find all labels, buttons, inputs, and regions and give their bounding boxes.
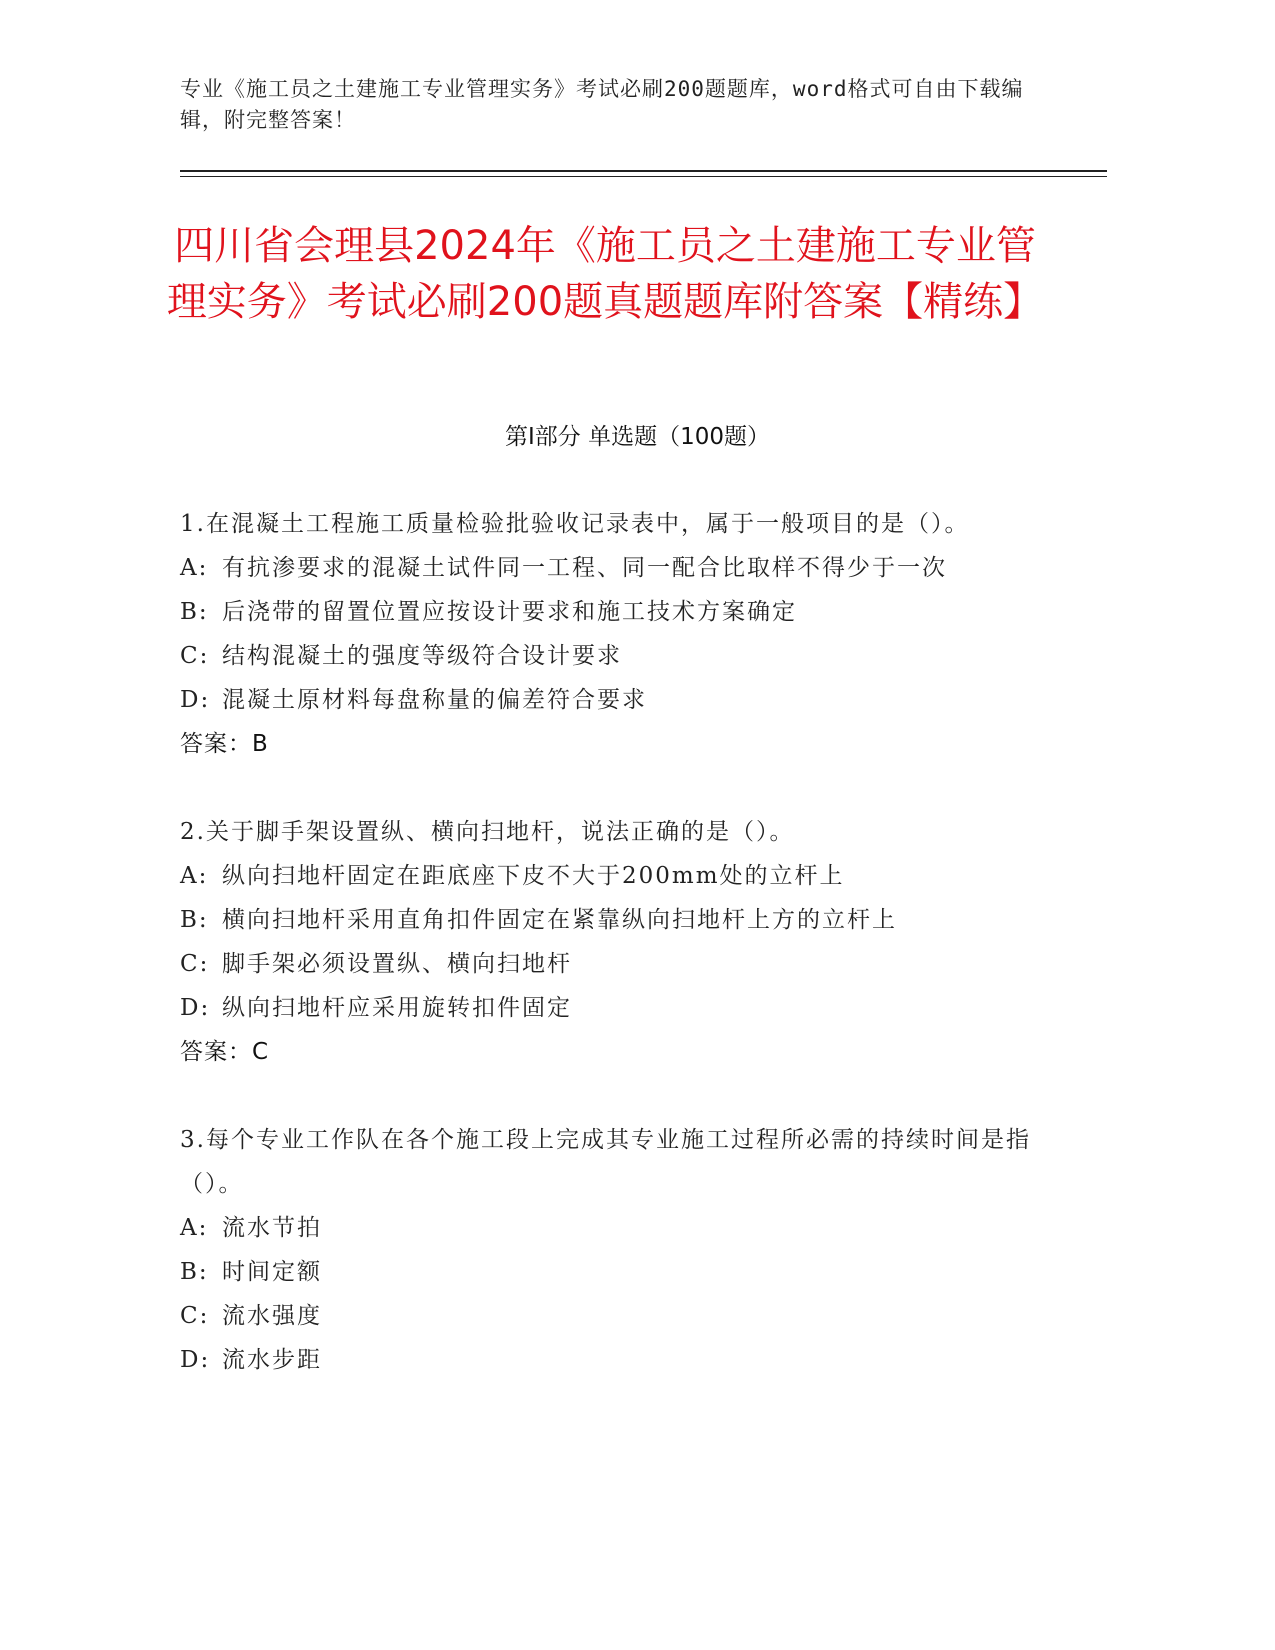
option-letter: A:: [180, 863, 209, 889]
option-letter: B:: [180, 907, 209, 933]
option-letter: C:: [180, 951, 210, 977]
option-text: 脚手架必须设置纵、横向扫地杆: [222, 951, 572, 977]
option-text: 后浇带的留置位置应按设计要求和施工技术方案确定: [222, 599, 797, 625]
option-text: 纵向扫地杆固定在距底座下皮不大于200mm处的立杆上: [222, 863, 845, 889]
question-text: 2.关于脚手架设置纵、横向扫地杆，说法正确的是（）。: [180, 819, 795, 845]
option-text: 流水节拍: [222, 1215, 322, 1241]
option-d: [180, 1338, 1040, 1382]
option-letter: B:: [180, 599, 209, 625]
option-c: [180, 634, 1040, 678]
option-letter: C:: [180, 1303, 210, 1329]
option-letter: C:: [180, 643, 210, 669]
question-2: [180, 810, 1040, 1074]
option-b: [180, 1250, 1040, 1294]
option-letter: D:: [180, 1347, 211, 1373]
option-b: [180, 898, 1040, 942]
option-text: 流水步距: [222, 1347, 322, 1373]
question-3: [180, 1118, 1040, 1382]
header-rule-thick: [180, 170, 1107, 172]
question-text: 1.在混凝土工程施工质量检验批验收记录表中，属于一般项目的是（）。: [180, 511, 970, 537]
header-rule-thin: [180, 176, 1107, 177]
option-letter: A:: [180, 1215, 209, 1241]
answer-line: 答案：B: [180, 731, 269, 757]
option-a: [180, 854, 1040, 898]
option-text: 混凝土原材料每盘称量的偏差符合要求: [222, 687, 647, 713]
question-text: 3.每个专业工作队在各个施工段上完成其专业施工过程所必需的持续时间是指（）。: [180, 1127, 1031, 1197]
section-title: 第I部分 单选题（100题）: [505, 424, 770, 450]
option-text: 时间定额: [222, 1259, 322, 1285]
option-c: [180, 1294, 1040, 1338]
option-text: 纵向扫地杆应采用旋转扣件固定: [222, 995, 572, 1021]
option-d: [180, 986, 1040, 1030]
option-letter: D:: [180, 687, 211, 713]
option-c: [180, 942, 1040, 986]
answer-line: 答案：C: [180, 1039, 270, 1065]
question-list: [180, 502, 1040, 1426]
option-letter: D:: [180, 995, 211, 1021]
option-text: 结构混凝土的强度等级符合设计要求: [222, 643, 622, 669]
option-text: 有抗渗要求的混凝土试件同一工程、同一配合比取样不得少于一次: [222, 555, 947, 581]
option-letter: A:: [180, 555, 209, 581]
option-text: 流水强度: [222, 1303, 322, 1329]
document-title: 四川省会理县2024年《施工员之土建施工专业管理实务》考试必刷200题真题题库附答案【精练】: [166, 223, 1044, 325]
question-1: [180, 502, 1040, 766]
option-a: [180, 546, 1040, 590]
option-b: [180, 590, 1040, 634]
option-d: [180, 678, 1040, 722]
option-text: 横向扫地杆采用直角扣件固定在紧靠纵向扫地杆上方的立杆上: [222, 907, 897, 933]
header-note: 专业《施工员之土建施工专业管理实务》考试必刷200题题库，word格式可自由下载编辑，附完整答案！: [180, 77, 1024, 132]
option-letter: B:: [180, 1259, 209, 1285]
option-a: [180, 1206, 1040, 1250]
